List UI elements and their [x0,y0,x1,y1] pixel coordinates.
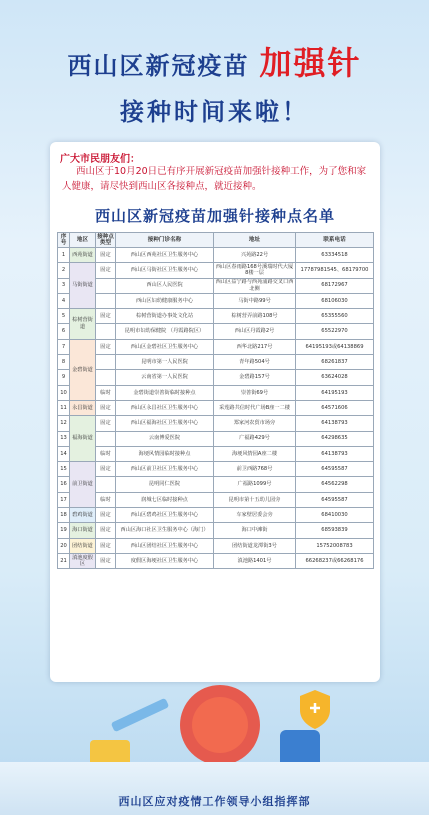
row-address: 郑家河农贸市场旁 [214,416,296,431]
row-phone: 68106030 [296,293,374,308]
row-phone: 64195193或64138869 [296,339,374,354]
row-phone: 68410030 [296,508,374,523]
row-phone: 64595587 [296,492,374,507]
table-row [58,538,374,553]
subtitle: 接种时间来啦！ [120,98,309,126]
col-phone: 联系电话 [296,233,374,248]
row-no: 20 [58,538,70,553]
row-district: 永昌街道 [70,400,96,415]
row-type [96,278,116,293]
row-site-name: 棕树营街道办事处文化站 [116,309,214,324]
table-row [58,416,374,431]
row-type [96,431,116,446]
col-address: 地址 [214,233,296,248]
table-title: 西山区新冠疫苗加强针接种点名单 [94,207,335,225]
row-no: 19 [58,523,70,538]
row-site-name: 云南省第一人民医院 [116,370,214,385]
row-site-name: 海埂风情园临时接种点 [116,446,214,461]
row-type: 固定 [96,400,116,415]
row-phone: 64138793 [296,446,374,461]
row-site-name: 润城七区临时接种点 [116,492,214,507]
row-type [96,355,116,370]
row-address: 西山区丹霞路2号 [214,324,296,339]
table-row [58,477,374,492]
row-site-name: 西山区妇幼健康服务中心 [116,293,214,308]
row-address: 海口中滩街 [214,523,296,538]
row-no: 15 [58,462,70,477]
row-site-name: 西山区团结社区卫生服务中心 [116,538,214,553]
table-row [58,462,374,477]
row-type: 临时 [96,492,116,507]
row-type: 固定 [96,538,116,553]
row-district: 前卫街道 [70,462,96,508]
row-no: 9 [58,370,70,385]
row-no: 4 [58,293,70,308]
row-site-name: 西山区人民医院 [116,278,214,293]
row-site-name: 西山区西苑社区卫生服务中心 [116,248,214,263]
row-no: 3 [58,278,70,293]
row-site-name: 西山区前卫社区卫生服务中心 [116,462,214,477]
row-address: 滇池路1401号 [214,553,296,568]
table-row [58,248,374,263]
row-no: 11 [58,400,70,415]
table-row [58,355,374,370]
row-address: 广福路429号 [214,431,296,446]
title-row [0,38,429,84]
table-row [58,339,374,354]
row-type: 临时 [96,385,116,400]
row-site-name: 西山区碧鸡社区卫生服务中心 [116,508,214,523]
row-address: 海埂风情园A座二楼 [214,446,296,461]
row-site-name: 昆明市第一人民医院 [116,355,214,370]
row-no: 18 [58,508,70,523]
row-phone: 68261837 [296,355,374,370]
row-district: 碧鸡街道 [70,508,96,523]
row-no: 10 [58,385,70,400]
col-no: 序号 [58,233,70,248]
row-site-name: 云南博爱医院 [116,431,214,446]
greeting: 广大市民朋友们： [60,154,140,165]
row-phone: 64138793 [296,416,374,431]
table-row [58,446,374,461]
row-phone: 64298635 [296,431,374,446]
row-site-name: 西山区金碧社区卫生服务中心 [116,339,214,354]
row-address: 团结街道龙潭街3号 [214,538,296,553]
row-phone: 63624028 [296,370,374,385]
table-row [58,263,374,278]
row-no: 21 [58,553,70,568]
row-type: 固定 [96,462,116,477]
row-district: 团结街道 [70,538,96,553]
row-phone: 63334518 [296,248,374,263]
table-header-row [58,233,374,248]
row-no: 1 [58,248,70,263]
row-district: 福海街道 [70,416,96,462]
row-address: 西山区益宁路与西苑浦路交叉口西北侧 [214,278,296,293]
row-site-name: 度假区海埂社区卫生服务中心 [116,553,214,568]
row-type [96,324,116,339]
row-no: 12 [58,416,70,431]
table-row [58,293,374,308]
row-no: 16 [58,477,70,492]
footer-issuer: 西山区应对疫情工作领导小组指挥部 [118,795,311,808]
row-phone: 64195193 [296,385,374,400]
row-type: 固定 [96,416,116,431]
row-phone: 68593839 [296,523,374,538]
table-row [58,370,374,385]
row-district: 海口街道 [70,523,96,538]
row-no: 2 [58,263,70,278]
row-address: 崇善街69号 [214,385,296,400]
table-row [58,400,374,415]
row-address: 西华北路217号 [214,339,296,354]
row-no: 7 [58,339,70,354]
row-type [96,477,116,492]
row-address: 采莲路共信时代广场B座一二楼 [214,400,296,415]
row-no: 6 [58,324,70,339]
row-address: 昆明市第十五幼儿园旁 [214,492,296,507]
row-site-name: 昆明同仁医院 [116,477,214,492]
row-district: 棕树营街道 [70,309,96,340]
row-phone: 64595587 [296,462,374,477]
col-name: 接种门诊名称 [116,233,214,248]
col-type: 接种点类型 [97,233,114,246]
row-no: 8 [58,355,70,370]
title-red: 加强针 [259,44,362,82]
table-row [58,324,374,339]
table-row [58,553,374,568]
row-site-name: 昆明市妇幼保健院 （丹霞路院区） [116,324,214,339]
table-row [58,508,374,523]
row-no: 17 [58,492,70,507]
row-address: 金碧路157号 [214,370,296,385]
row-phone: 65355560 [296,309,374,324]
row-type: 固定 [96,263,116,278]
row-type: 固定 [96,248,116,263]
row-type: 固定 [96,553,116,568]
row-address: 棕树营弄前路108号 [214,309,296,324]
row-site-name: 金碧街道崇善街临时接种点 [116,385,214,400]
row-address: 兴苑路22号 [214,248,296,263]
table-row [58,309,374,324]
row-type: 固定 [96,523,116,538]
row-address: 西山区春雨路168号溪瑞时代大厦8楼一层 [214,263,296,278]
row-phone: 64571606 [296,400,374,415]
col-district: 地区 [70,233,96,248]
row-no: 14 [58,446,70,461]
row-district: 西苑街道 [70,248,96,263]
row-phone: 66268237或66268176 [296,553,374,568]
row-district: 马街街道 [70,263,96,309]
row-phone: 64562298 [296,477,374,492]
sites-table [57,232,374,569]
row-address: 马街中路99号 [214,293,296,308]
row-site-name: 西山区海口社区卫生服务中心（海门） [116,523,214,538]
table-row [58,523,374,538]
row-site-name: 西山区马街社区卫生服务中心 [116,263,214,278]
row-type: 固定 [96,309,116,324]
table-row [58,492,374,507]
table-row [58,278,374,293]
row-district: 金碧街道 [70,339,96,400]
row-phone: 68172967 [296,278,374,293]
row-address: 青年路504号 [214,355,296,370]
row-address: 车家壁居委会旁 [214,508,296,523]
row-address: 前卫西路768号 [214,462,296,477]
row-type: 固定 [96,339,116,354]
title-blue: 西山区新冠疫苗 [67,52,250,80]
row-district: 滇池度假区 [70,553,96,568]
row-type: 固定 [96,508,116,523]
row-address: 广福路1099号 [214,477,296,492]
table-row [58,431,374,446]
row-site-name: 西山区福海社区卫生服务中心 [116,416,214,431]
row-type [96,293,116,308]
row-phone: 15752008783 [296,538,374,553]
row-phone: 17787981545、68179700 [296,263,374,278]
intro-text: 西山区于10月20日已有序开展新冠疫苗加强针接种工作，为了您和家人健康，请尽快到西山区各接种点，就近接种。 [62,166,367,192]
table-row [58,385,374,400]
row-phone: 65522970 [296,324,374,339]
row-type: 临时 [96,446,116,461]
row-type [96,370,116,385]
row-no: 13 [58,431,70,446]
row-site-name: 西山区永昌社区卫生服务中心 [116,400,214,415]
row-no: 5 [58,309,70,324]
